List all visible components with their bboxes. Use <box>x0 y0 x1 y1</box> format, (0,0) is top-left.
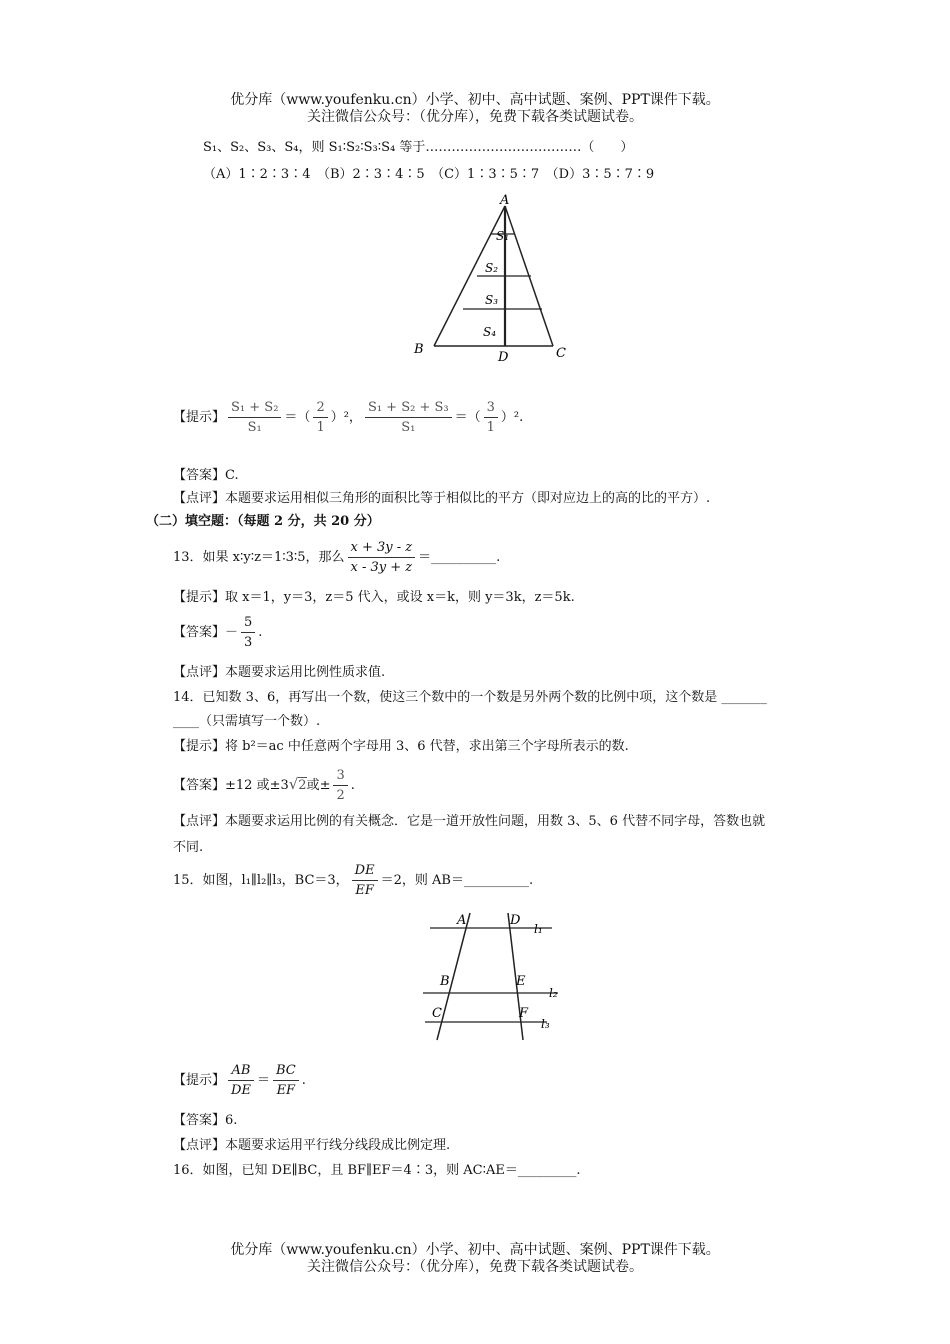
q15-hint: 【提示】 $\frac{AB}{DE}$ ＝ $\frac{BC}{EF}$ . <box>173 1063 306 1098</box>
q16-stem: 16．如图，已知 DE∥BC，且 BF∥EF＝4∶3，则 AC∶AE＝_________. <box>173 1163 581 1178</box>
header-line-2: 关注微信公众号：（优分库），免费下载各类试题试卷。 <box>307 109 643 125</box>
label-l1: l₁ <box>534 922 543 936</box>
fraction: $\frac{3}{2}$ <box>333 766 347 805</box>
q12-stem: S₁、S₂、S₃、S₄，则 S₁∶S₂∶S₃∶S₄ 等于………………………………（ ） <box>203 140 634 155</box>
label-s2: S₂ <box>485 261 499 275</box>
q12-comment: 【点评】本题要求运用相似三角形的面积比等于相似比的平方（即对应边上的高的比的平方）. <box>173 491 711 506</box>
footer-line-2: 关注微信公众号：（优分库），免费下载各类试题试卷。 <box>307 1259 643 1275</box>
fraction: $\frac{\text{S₁ + S₂}}{\text{S₁}}$ <box>228 398 281 437</box>
label-b: B <box>414 342 424 357</box>
fraction: $\frac{x + 3y - z}{x - 3y + z}$ <box>348 538 416 577</box>
fraction: $\frac{DE}{EF}$ <box>352 861 378 900</box>
triangle-figure <box>400 190 590 370</box>
label-s1: S₁ <box>496 229 510 243</box>
parallel-lines-figure <box>415 908 575 1048</box>
label-b: B <box>440 974 450 989</box>
q15-answer: 【答案】6. <box>173 1113 238 1128</box>
label-d: D <box>510 913 521 928</box>
q12-answer: 【答案】C. <box>173 468 239 483</box>
hint-label: 【提示】 <box>173 410 226 425</box>
q14-line-2: ____（只需填写一个数）. <box>173 714 321 729</box>
footer-line-1: 优分库（www.youfenku.cn）小学、初中、高中试题、案例、PPT课件下载。 <box>230 1242 720 1258</box>
q12-options: （A）1∶2∶3∶4 （B）2∶3∶4∶5 （C）1∶3∶5∶7 （D）3∶5∶7∶9 <box>203 167 655 182</box>
q15-comment: 【点评】本题要求运用平行线分线段成比例定理. <box>173 1138 451 1153</box>
fraction: $\frac{BC}{EF}$ <box>273 1061 299 1100</box>
section-heading: （二）填空题：（每题 2 分，共 20 分） <box>146 514 380 529</box>
label-d: D <box>498 350 509 365</box>
q12-hint: 【提示】 $\frac{\text{S₁ + S₂}}{\text{S₁}}$ ＝（ $\frac{2}{1}$ ）²， $\frac{\text{S₁ + S₂ + S₃}}{\text{S₁}}$ ＝（ $\frac{3}{1}$ ）². <box>173 400 524 435</box>
q14-comment-1: 【点评】本题要求运用比例的有关概念．它是一道开放性问题，用数 3、5、6 代替不同字母，答数也就 <box>173 814 766 829</box>
label-a: A <box>500 193 510 208</box>
label-e: E <box>516 974 526 989</box>
q14-answer: 【答案】±12 或±3√2或± $\frac{3}{2}$ . <box>173 768 355 803</box>
header-line-1: 优分库（www.youfenku.cn）小学、初中、高中试题、案例、PPT课件下载。 <box>230 92 720 108</box>
fraction: $\frac{2}{1}$ <box>313 398 327 437</box>
label-c: C <box>432 1006 442 1021</box>
q14-comment-2: 不同. <box>173 840 204 855</box>
label-f: F <box>519 1006 529 1021</box>
fraction: $\frac{\text{S₁ + S₂ + S₃}}{\text{S₁}}$ <box>365 398 452 437</box>
q14-hint: 【提示】将 b²＝ac 中任意两个字母用 3、6 代替，求出第三个字母所表示的数. <box>173 739 629 754</box>
fraction: $\frac{3}{1}$ <box>484 398 498 437</box>
sqrt-sign: √ <box>288 775 299 793</box>
label-l3: l₃ <box>541 1017 550 1031</box>
q13-hint: 【提示】取 x＝1，y＝3，z＝5 代入，或设 x＝k，则 y＝3k，z＝5k. <box>173 590 575 605</box>
q15-stem: 15．如图，l₁∥l₂∥l₃，BC＝3， $\frac{DE}{EF}$ ＝2，则 AB＝__________. <box>173 863 534 898</box>
q13-answer: 【答案】－ $\frac{5}{3}$ . <box>173 615 263 650</box>
label-a: A <box>457 913 467 928</box>
q13-stem: 13．如果 x∶y∶z＝1∶3∶5，那么 $\frac{x + 3y - z}{x - 3y + z}$ ＝__________. <box>173 540 501 575</box>
label-c: C <box>556 346 566 361</box>
fraction: $\frac{AB}{DE}$ <box>228 1061 254 1100</box>
q13-comment: 【点评】本题要求运用比例性质求值. <box>173 665 386 680</box>
label-s3: S₃ <box>485 293 499 307</box>
label-l2: l₂ <box>549 986 558 1000</box>
fraction: $\frac{5}{3}$ <box>241 613 255 652</box>
q14-line-1: 14．已知数 3、6，再写出一个数，使这三个数中的一个数是另外两个数的比例中项，这个数是 _______ <box>173 690 767 705</box>
label-s4: S₄ <box>483 325 497 339</box>
